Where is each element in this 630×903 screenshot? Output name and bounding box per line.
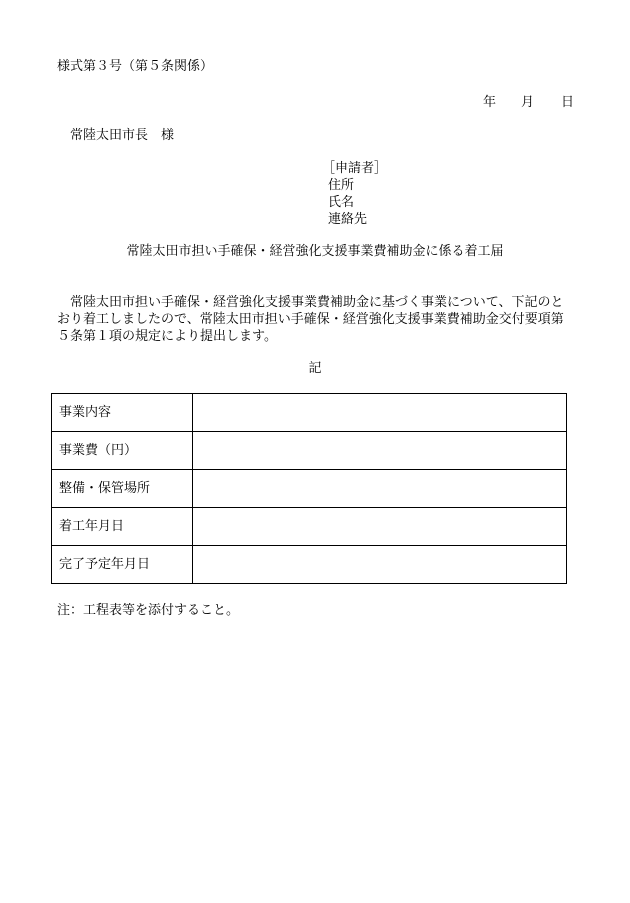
note: 注：工程表等を添付すること。 — [57, 603, 240, 618]
row-value-location — [193, 470, 567, 508]
row-label-project-cost: 事業費（円） — [52, 432, 193, 470]
row-label-completion-date: 完了予定年月日 — [52, 546, 193, 584]
form-number: 様式第３号（第５条関係） — [57, 59, 214, 74]
date-day-label: 日 — [561, 95, 575, 110]
row-label-location: 整備・保管場所 — [52, 470, 193, 508]
body-paragraph: 常陸太田市担い手確保・経営強化支援事業費補助金に基づく事業について、下記のとおり着工しましたので、常陸太田市担い手確保・経営強化支援事業費補助金交付要項第５条第１項の規定により提出します。 — [57, 295, 564, 344]
row-value-project-cost — [193, 432, 567, 470]
date-month-label: 月 — [521, 95, 535, 110]
row-value-completion-date — [193, 546, 567, 584]
table-row — [52, 394, 567, 432]
date-year-label: 年 — [483, 95, 497, 110]
applicant-contact-label: 連絡先 — [328, 212, 368, 227]
row-value-project-content — [193, 394, 567, 432]
applicant-address-label: 住所 — [328, 178, 355, 193]
table-row — [52, 508, 567, 546]
table-row — [52, 546, 567, 584]
applicant-name-label: 氏名 — [328, 195, 355, 210]
details-table — [51, 393, 567, 584]
ki-heading: 記 — [308, 361, 322, 376]
row-label-start-date: 着工年月日 — [52, 508, 193, 546]
addressee: 常陸太田市長 様 — [70, 128, 175, 143]
table-row — [52, 432, 567, 470]
document-title: 常陸太田市担い手確保・経営強化支援事業費補助金に係る着工届 — [126, 244, 504, 259]
table-row — [52, 470, 567, 508]
row-label-project-content: 事業内容 — [52, 394, 193, 432]
applicant-block — [322, 160, 387, 228]
applicant-heading: ［申請者］ — [322, 161, 388, 176]
row-value-start-date — [193, 508, 567, 546]
